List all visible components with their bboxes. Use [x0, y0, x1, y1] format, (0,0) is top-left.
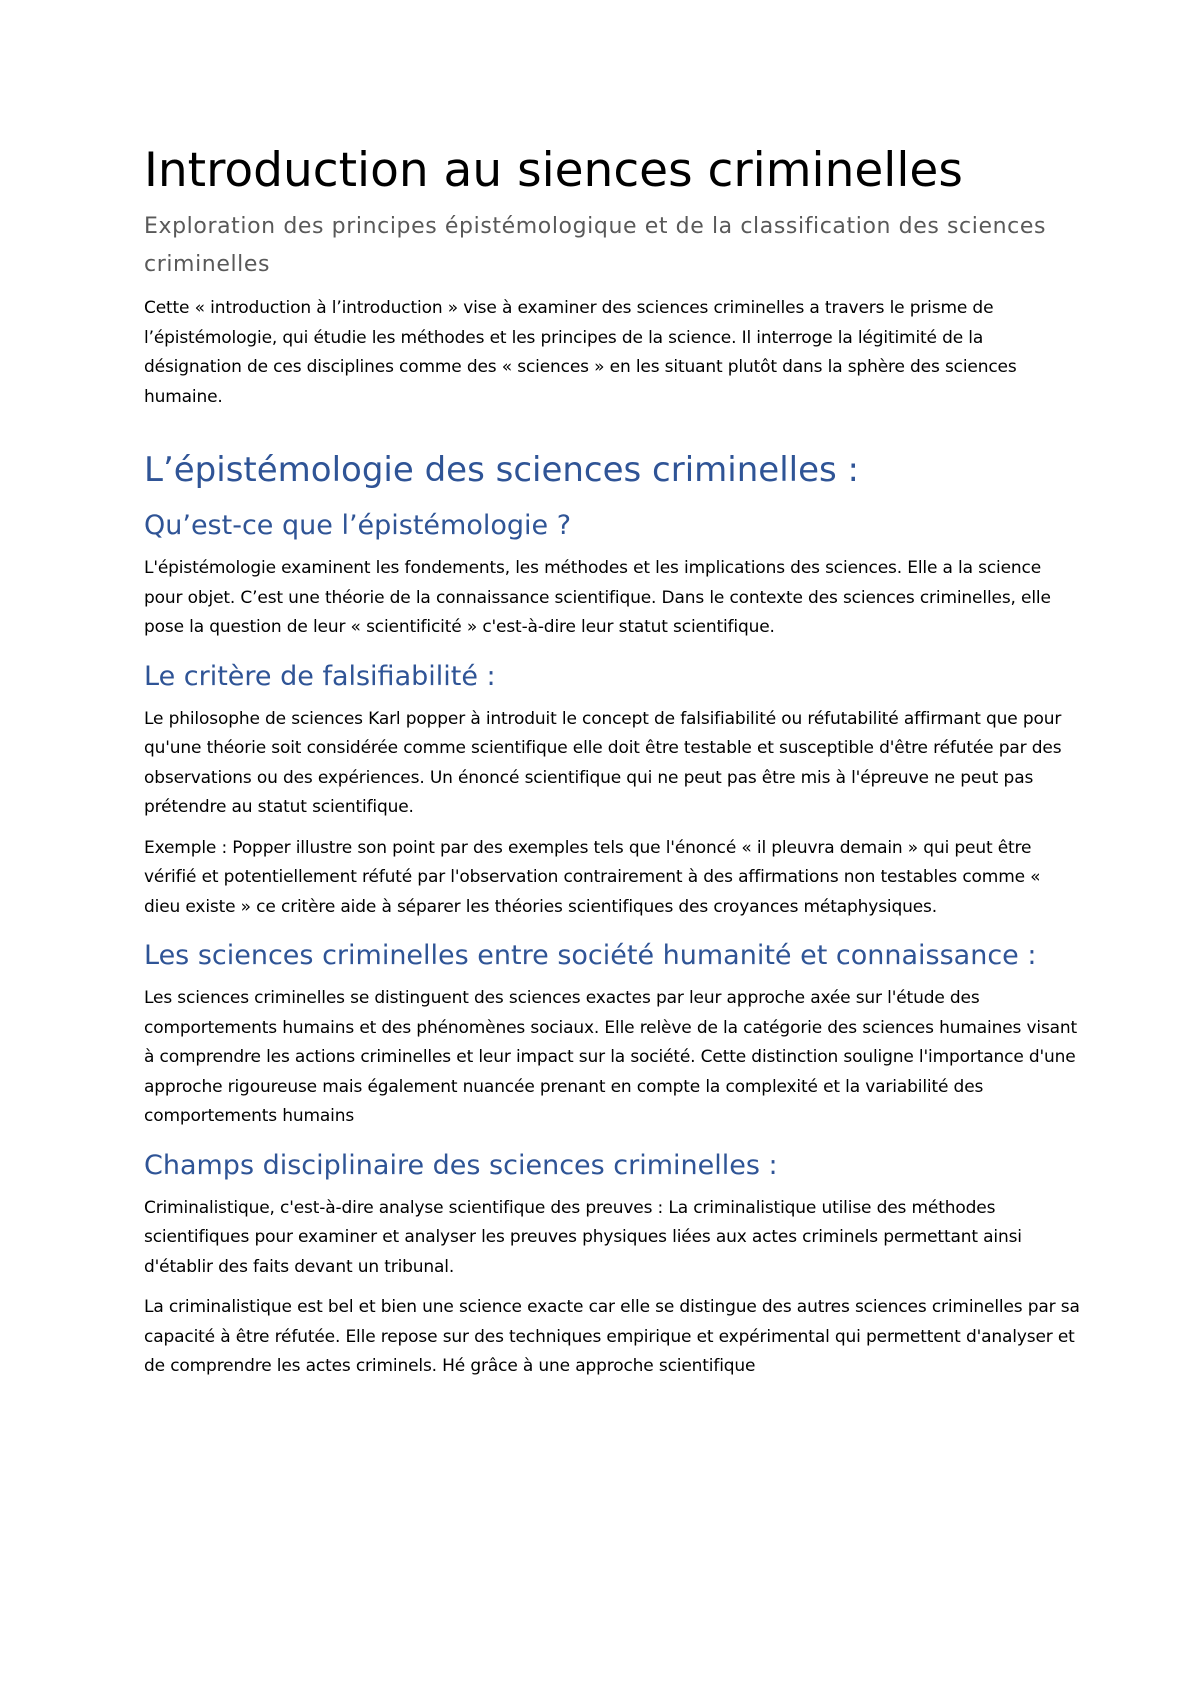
document-title: Introduction au siences criminelles	[144, 143, 963, 198]
subheading-falsifiability: Le critère de falsifiabilité :	[144, 660, 496, 692]
paragraph-epistemology-definition: L'épistémologie examinent les fondements, les méthodes et les implications des sciences. Elle a la science pour objet. C’est une théorie de la connaissance scientifique. Dans le contexte des sciences criminelles, elle pose la question de leur « scientificité » c'est-à-dire leur statut scientifique.	[144, 558, 1051, 637]
document-subtitle: Exploration des principes épistémologique et de la classification des sciences criminelles	[144, 214, 1047, 277]
paragraph-society-humanity: Les sciences criminelles se distinguent des sciences exactes par leur approche axée sur l'étude des comportements humains et des phénomènes sociaux. Elle relève de la catégorie des sciences humaines visant à comprendre les actions criminelles et leur impact sur la société. Cette distinction souligne l'importance d'une approche rigoureuse mais également nuancée prenant en compte la complexité et la variabilité des comportements humains	[144, 988, 1078, 1126]
subheading-disciplinary-fields: Champs disciplinaire des sciences criminelles :	[144, 1149, 778, 1181]
subheading-what-is-epistemology: Qu’est-ce que l’épistémologie ?	[144, 510, 572, 541]
section-heading-epistemology: L’épistémologie des sciences criminelles :	[144, 450, 859, 490]
subheading-society-humanity: Les sciences criminelles entre société humanité et connaissance :	[144, 940, 1037, 971]
paragraph-falsifiability-example: Exemple : Popper illustre son point par des exemples tels que l'énoncé « il pleuvra demain » qui peut être vérifié et potentiellement réfuté par l'observation contrairement à des affirmations non testables comme « dieu existe » ce critère aide à séparer les théories scientifiques des croyances métaphysiques.	[144, 837, 1041, 917]
paragraph-falsifiability: Le philosophe de sciences Karl popper à introduit le concept de falsifiabilité ou réfutabilité affirmant que pour qu'une théorie soit considérée comme scientifique elle doit être testable et susceptible d'être réfutée par des observations ou des expériences. Un énoncé scientifique qui ne peut pas être mis à l'épreuve ne peut pas prétendre au statut scientifique.	[144, 708, 1062, 817]
paragraph-criminalistics: Criminalistique, c'est-à-dire analyse scientifique des preuves : La criminalistique utilise des méthodes scientifiques pour examiner et analyser les preuves physiques liées aux actes criminels permettant ainsi d'établir des faits devant un tribunal.	[144, 1197, 1022, 1277]
paragraph-criminalistics-exact-science: La criminalistique est bel et bien une science exacte car elle se distingue des autres sciences criminelles par sa capacité à être réfutée. Elle repose sur des techniques empirique et expérimental qui permettent d'analyser et de comprendre les actes criminels. Hé grâce à une approche scientifique	[144, 1297, 1080, 1376]
intro-paragraph: Cette « introduction à l’introduction » vise à examiner des sciences criminelles a travers le prisme de l’épistémologie, qui étudie les méthodes et les principes de la science. Il interroge la légitimité de la désignation de ces disciplines comme des « sciences » en les situant plutôt dans la sphère des sciences humaine.	[144, 298, 1017, 407]
